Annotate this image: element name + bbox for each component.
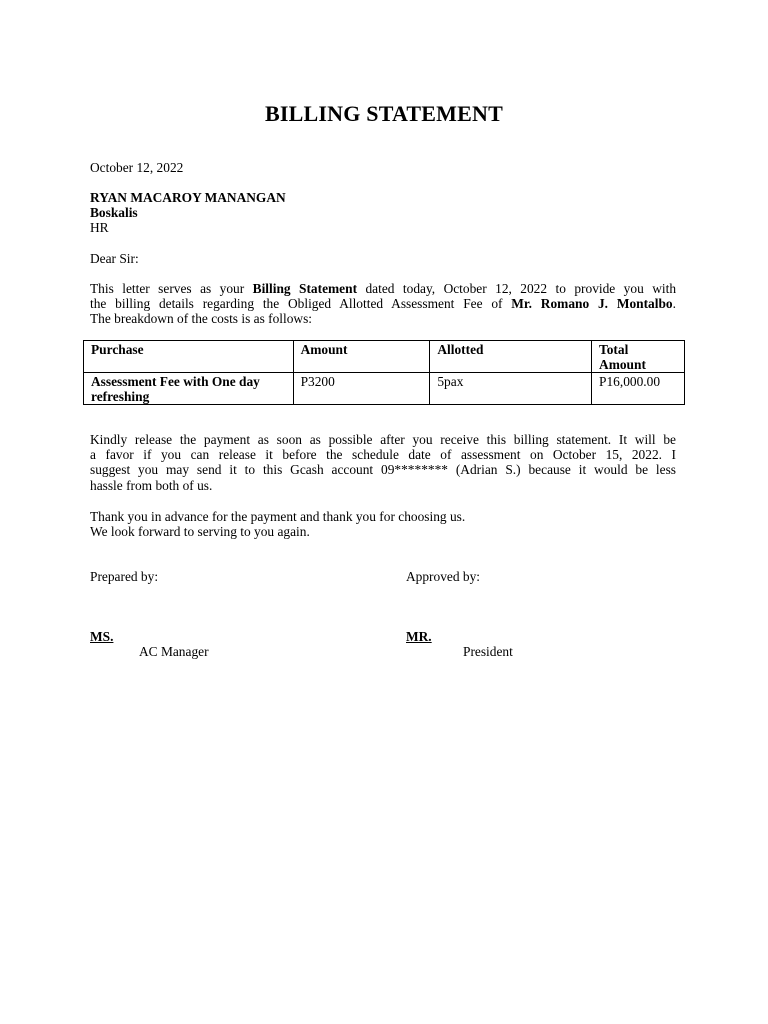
table-header-row <box>84 341 685 373</box>
intro-line-2: the billing details regarding the Obliged Allotted Assessment Fee of Mr. Romano J. Montalbo. <box>90 296 676 312</box>
prepared-signatory-title: MS. <box>90 629 114 644</box>
header-total-amount: Total Amount <box>592 341 685 373</box>
payment-line-3: suggest you may send it to this Gcash account 09******** (Adrian S.) because it would be less <box>90 462 676 478</box>
cell-amount: P3200 <box>293 373 430 405</box>
payment-line-1: Kindly release the payment as soon as possible after you receive this billing statement. It will be <box>90 432 676 447</box>
intro-line-1: This letter serves as your Billing Statement dated today, October 12, 2022 to provide you with <box>90 281 677 296</box>
recipient-department: HR <box>90 220 109 235</box>
approved-by-label: Approved by: <box>406 569 481 584</box>
payment-line-4: hassle from both of us. <box>90 477 213 493</box>
header-purchase: Purchase <box>84 341 294 373</box>
header-amount: Amount <box>293 341 430 373</box>
recipient-company: Boskalis <box>90 205 138 220</box>
cell-allotted: 5pax <box>430 373 592 405</box>
approved-signatory-role: President <box>463 644 513 659</box>
payment-line-2: a favor if you can release it before the schedule date of assessment on October 15, 2022. I <box>90 447 676 463</box>
closing-line-1: Thank you in advance for the payment and thank you for choosing us. <box>90 509 466 524</box>
intro-line-3: The breakdown of the costs is as follows: <box>90 311 313 327</box>
table-row <box>84 373 685 405</box>
salutation: Dear Sir: <box>90 251 139 266</box>
intro-paragraph <box>90 281 676 327</box>
costs-table <box>83 340 685 405</box>
recipient-name: RYAN MACAROY MANANGAN <box>90 190 286 205</box>
payment-paragraph <box>90 432 676 493</box>
header-allotted: Allotted <box>430 341 592 373</box>
prepared-signatory-role: AC Manager <box>139 644 209 659</box>
closing-line-2: We look forward to serving to you again. <box>90 524 310 539</box>
cell-total: P16,000.00 <box>592 373 685 405</box>
cell-purchase: Assessment Fee with One day refreshing <box>84 373 294 405</box>
approved-signatory-title: MR. <box>406 629 432 644</box>
letter-date: October 12, 2022 <box>90 160 184 175</box>
prepared-by-label: Prepared by: <box>90 569 159 584</box>
document-title: BILLING STATEMENT <box>265 101 503 126</box>
